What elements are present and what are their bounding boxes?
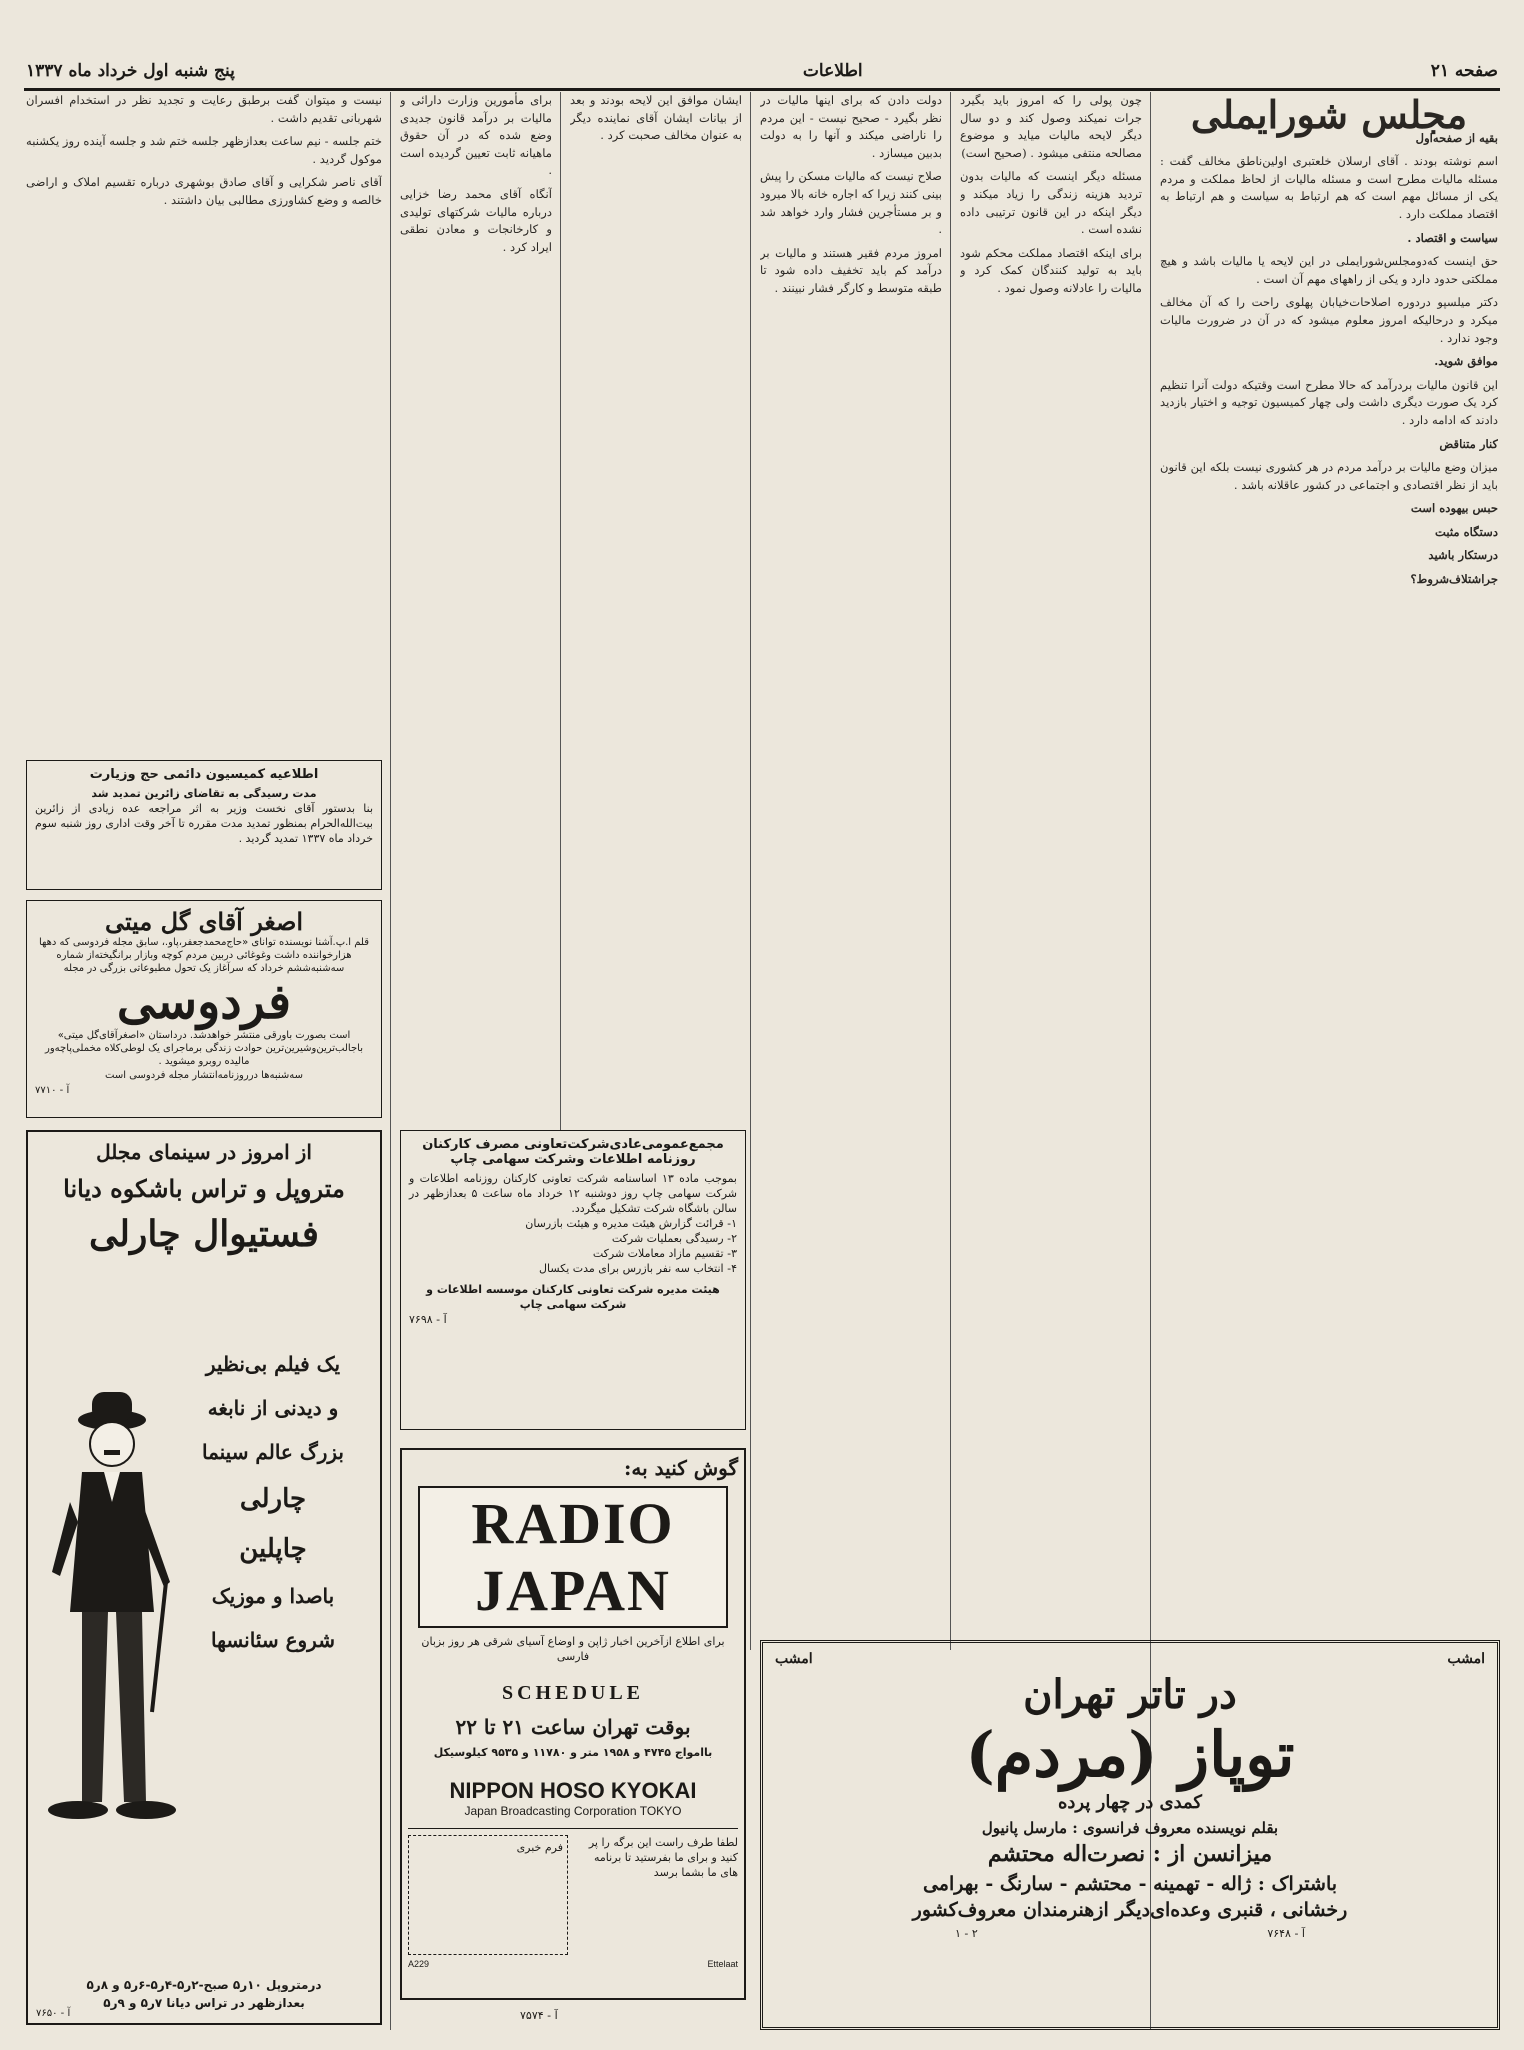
radio-desc: برای اطلاع ازآخرین اخبار ژاپن و اوضاع آسیای شرقی هر روز بزبان فارسی <box>421 1635 725 1663</box>
article-paragraph: آقای ناصر شکرایی و آقای صادق بوشهری درباره تقسیم املاک و اراضی خالصه و وضع کشاورزی مطالبی بیان داشتند . <box>26 175 382 207</box>
form-box[interactable] <box>408 1835 568 1955</box>
agenda-item: ۴- انتخاب سه نفر بازرس برای مدت یکسال <box>539 1262 737 1275</box>
ad-publisher: سه‌شنبه‌ها درروزنامه‌انتشار مجله فردوسی است <box>105 1070 303 1081</box>
ad-line: چارلی <box>239 1484 307 1514</box>
column-rule <box>750 92 751 1650</box>
showtimes-1: درمتروپل ۱۰ر۵ صبح-۲ر۵-۴ر۵-۶ر۵ و ۸ر۵ <box>86 1978 322 1992</box>
ad-tag: Ettelaat <box>707 1959 738 1969</box>
article-paragraph: برای اینکه اقتصاد مملکت محکم شود باید به تولید کنندگان کمک کرد و مالیات را عادلانه وصول نمود . <box>960 245 1142 295</box>
ad-tag: A229 <box>408 1959 430 1969</box>
column-rule <box>950 92 951 1650</box>
left-article <box>26 92 382 742</box>
notice-subtitle: مدت رسیدگی به تقاضای زائرین تمدید شد <box>91 787 317 800</box>
magazine-logo: فردوسی <box>116 974 292 1030</box>
play-cast: باشتراک : ژاله - تهمینه - محتشم - سارنگ - بهرامی <box>922 1873 1338 1895</box>
middle-article-col-4 <box>400 92 552 1122</box>
ad-code: آ - ۷۷۱۰ <box>35 1085 70 1096</box>
frequencies: باامواج ۴۷۴۵ و ۱۹۵۸ متر و ۱۱۷۸۰ و ۹۵۳۵ کیلوسیکل <box>433 1746 713 1759</box>
schedule-label: SCHEDULE <box>501 1682 645 1704</box>
page-header <box>26 56 1498 86</box>
notice-title: اطلاعیه کمیسیون دائمی حج وزیارت <box>89 767 319 782</box>
ad-line: باصدا و موزیک <box>211 1584 335 1608</box>
article-paragraph: امروز مردم فقیر هستند و مالیات بر درآمد کم باید تخفیف داده شود تا طبقه متوسط و کارگر فشار نبینند . <box>760 245 942 295</box>
ad-code: آ - ۷۵۷۴ <box>520 2009 558 2022</box>
middle-article-col-2 <box>760 92 942 1627</box>
article-paragraph: ختم جلسه - نیم ساعت بعدازظهر جلسه ختم شد و جلسه آینده روز یکشنبه موکول گردید . <box>26 134 382 166</box>
play-genre: کمدی در چهار پرده <box>1057 1792 1202 1813</box>
story-title: اصغر آقای گل میتی <box>104 907 304 936</box>
column-rule <box>390 92 391 2030</box>
ad-intro: قلم ا.پ.آشنا نویسنده توانای «حاج‌محمدجعفر،پاو.، سابق مجله فردوسی که دهها هزارخواننده داشت وغوغائی دربین مردم کوچه وبازار برانگیخته‌از شماره سه‌شنبه‌ششم خرداد که سرآغاز یک تحول مطبوعاتی بزرگی در مجله <box>38 937 370 974</box>
play-title: توپاز (مردم) <box>965 1718 1295 1791</box>
showtimes-2: بعدازظهر در تراس دیانا ۷ر۵ و ۹ر۵ <box>103 1996 305 2010</box>
tonight-label: امشب <box>1447 1651 1485 1667</box>
lead-subhead: دستگاه مثبت <box>1434 524 1498 539</box>
ad-code: آ - ۷۶۵۰ <box>36 2008 71 2019</box>
ad-code: آ - ۷۶۹۸ <box>409 1313 447 1326</box>
ad-line: و دیدنی از نابغه <box>207 1396 339 1420</box>
form-label: فرم خبری <box>516 1841 563 1854</box>
middle-article-col-1 <box>960 92 1142 1627</box>
lead-paragraph: دکتر میلسپو دردوره اصلاحات‌خیابان پهلوی راحت را که آن مخالف میکرد و درحالیکه امروز معلوم میشود که در آن در ضرورت مالیات وجود ندارد . <box>1160 295 1498 345</box>
lead-paragraph: میزان وضع مالیات بر درآمد مردم در هر کشوری نیست بلکه این قانون باید از نظر اقتصادی و اجتماعی در کشور عاقلانه باشد . <box>1160 460 1498 492</box>
lead-paragraph: حق اینست که‌دومجلس‌شورایملی در این لایحه یا مالیات باشد و هیچ مملکتی حدود دارد و یکی از راههای مهم آن است . <box>1160 254 1498 286</box>
article-paragraph: صلاح نیست که مالیات مسکن را پیش بینی کنند زیرا که اجاره خانه بالا میرود و بر مستأجرین فشار وارد خواهد شد . <box>760 169 942 237</box>
chaplin-figure-icon <box>42 1382 182 1882</box>
issue-date: پنج شنبه اول خرداد ماه ۱۳۳۷ <box>26 61 235 81</box>
ad-code: آ - ۷۶۴۸ <box>1267 1927 1305 1940</box>
coupon-note: لطفا طرف راست این برگه را پر کنید و برای ما بفرستید تا برنامه های ما بشما برسد <box>588 1836 738 1879</box>
theater-venue: در تاتر تهران <box>1023 1671 1237 1718</box>
article-paragraph: مسئله دیگر اینست که مالیات بدون تردید هزینه زندگی را زیاد میکند و دیگر اینکه در این قانون ترتیبی داده نشده است . <box>960 169 1142 237</box>
listen-label: گوش کنید به: <box>624 1456 738 1480</box>
play-director: میزانسن از : نصرت‌اله محتشم <box>987 1841 1273 1867</box>
lead-subhead: کنار متناقض <box>1439 436 1498 451</box>
radio-japan-logo: RADIO JAPAN <box>418 1486 728 1628</box>
play-author: بقلم نویسنده معروف فرانسوی : مارسل پانیول <box>981 1819 1279 1837</box>
nhk-english: Japan Broadcasting Corporation TOKYO <box>464 1804 682 1818</box>
notice-body: بموجب ماده ۱۳ اساسنامه شرکت تعاونی کارکنان روزنامه اطلاعات و شرکت سهامی چاپ روز دوشنبه ۱۲ خرداد ماه ساعت ۵ بعدازظهر در سالن باشگاه شرکت تشکیل میگردد. <box>409 1172 737 1215</box>
lead-subhead: جراشتلاف‌شروط؟ <box>1410 572 1498 587</box>
theater-ad <box>760 1640 1500 2030</box>
cinema-ad <box>26 1130 382 2025</box>
notice-signature: هیئت مدیره شرکت تعاونی کارکنان موسسه اطلاعات و شرکت سهامی چاپ <box>426 1283 720 1311</box>
agenda-item: ۱- قرائت گزارش هیئت مدیره و هیئت بازرسان <box>525 1217 737 1230</box>
newspaper-name: اطلاعات <box>802 61 863 81</box>
article-paragraph: آنگاه آقای محمد رضا خزایی درباره مالیات شرکتهای تولیدی و کارخانجات و معادن نطقی ایراد کرد . <box>400 186 552 254</box>
ad-num: ۱ - ۲ <box>955 1927 978 1940</box>
tonight-row <box>775 1651 1485 1667</box>
radio-coupon <box>408 1828 738 1955</box>
page-number: صفحه ۲۱ <box>1430 61 1498 81</box>
article-paragraph: دولت دادن که برای اینها مالیات در نظر بگیرد - صحیح نیست - این مردم را ناراضی میکند و آنها را به دولت بدبین میسازد . <box>760 93 942 160</box>
nhk-name: NIPPON HOSO KYOKAI <box>449 1778 697 1803</box>
hajj-notice <box>26 760 382 890</box>
column-rule <box>560 92 561 1130</box>
article-paragraph: ایشان موافق این لایحه بودند و بعد از بیانات ایشان آقای نماینده دیگر به عنوان مخالف صحبت کرد . <box>570 93 742 143</box>
ferdowsi-ad <box>26 900 382 1118</box>
cinema-lines <box>178 1332 368 1672</box>
lead-paragraph: اسم نوشته بودند . آقای ارسلان خلعتبری اولین‌ناطق مخالف گفت : مسئله مالیات مطرح است و مسئله مالیات از لحاظ مملکت و مردم یکی از مسائل مهم است که هم ارتباط به سیاست و هم ارتباط به اقتصاد مملکت دارد . <box>1160 154 1498 221</box>
lead-subhead: موافق شوید. <box>1434 354 1498 369</box>
continued-note: بقیه از صفحه‌اول <box>1415 130 1498 145</box>
ad-line: شروع سئانسها <box>211 1628 335 1652</box>
middle-article-col-3 <box>570 92 742 1122</box>
lead-subhead: درستکار باشید <box>1428 548 1498 563</box>
lead-paragraph: این قانون مالیات بردرآمد که حالا مطرح است وقتیکه دولت آنرا تنظیم کرد یک صورت دیگری داشت ولی چهار کمیسیون توجیه و اختیار بازدید دادند که ادامه دارد . <box>1160 377 1498 427</box>
ad-body: است بصورت باورقی منتشر خواهدشد. درداستان «اصغرآقای‌گل میتی» باجالب‌ترین‌وشیرین‌ترین حوادث زندگی برماجرای یک لوطی‌کلاه مخملی‌پاچه‌ور مالیده روبرو میشوید . <box>45 1030 363 1067</box>
tonight-label: امشب <box>775 1651 813 1667</box>
article-paragraph: چون پولی را که امروز باید بگیرد جرات نمیکند وصول کند و دو سال دیگر لایحه مالیات میاید و موضوع مصالحه منتفی میشود . (صحیح است) <box>960 93 1142 160</box>
lead-subhead: سیاست و اقتصاد . <box>1407 230 1498 245</box>
header-rule <box>24 88 1500 91</box>
lead-subhead: حبس بیهوده است <box>1410 501 1498 516</box>
cinema-names: متروپل و تراس باشکوه دیانا <box>63 1174 345 1203</box>
lead-article-title: مجلس شورایملی <box>1190 92 1468 137</box>
cinema-intro: از امروز در سینمای مجلل <box>96 1140 312 1164</box>
notice-title: مجمع‌عمومی‌عادی‌شرکت‌تعاونی مصرف کارکنان روزنامه اطلاعات وشرکت سهامی چاپ <box>422 1137 724 1167</box>
play-cast: رخشانی ، قنبری وعده‌ای‌دیگر ازهنرمندان معروف‌کشور <box>912 1899 1348 1921</box>
agenda-item: ۳- تقسیم مازاد معاملات شرکت <box>592 1247 737 1260</box>
cooperative-notice <box>400 1130 746 1430</box>
theater-codes <box>775 1927 1485 1940</box>
festival-title: فستیوال چارلی <box>89 1213 319 1255</box>
agenda-item: ۲- رسیدگی بعملیات شرکت <box>611 1232 737 1245</box>
article-paragraph: نیست و میتوان گفت برطبق رعایت و تجدید نظر در استخدام افسران شهربانی تقدیم داشت . <box>26 93 382 125</box>
ad-tags <box>408 1959 738 1969</box>
broadcast-time: بوقت تهران ساعت ۲۱ تا ۲۲ <box>455 1715 691 1739</box>
notice-body: بنا بدستور آقای نخست وزیر به اثر مراجعه عده زیادی از زائرین بیت‌الله‌الحرام بمنظور تمدید مدت مقرره تا آخر وقت اداری روز شنبه سوم خرداد ماه ۱۳۳۷ تمدید گردید . <box>35 802 373 845</box>
ad-line: بزرگ عالم سینما <box>201 1440 344 1464</box>
article-paragraph: برای مأمورین وزارت دارائی و مالیات بر درآمد قانون جدیدی وضع شده که در آن حقوق ماهیانه ثابت تعیین گردیده است . <box>400 93 552 178</box>
radio-japan-ad <box>400 1448 746 2000</box>
ad-line: چاپلین <box>239 1534 307 1564</box>
ad-line: یک فیلم بی‌نظیر <box>205 1352 341 1376</box>
